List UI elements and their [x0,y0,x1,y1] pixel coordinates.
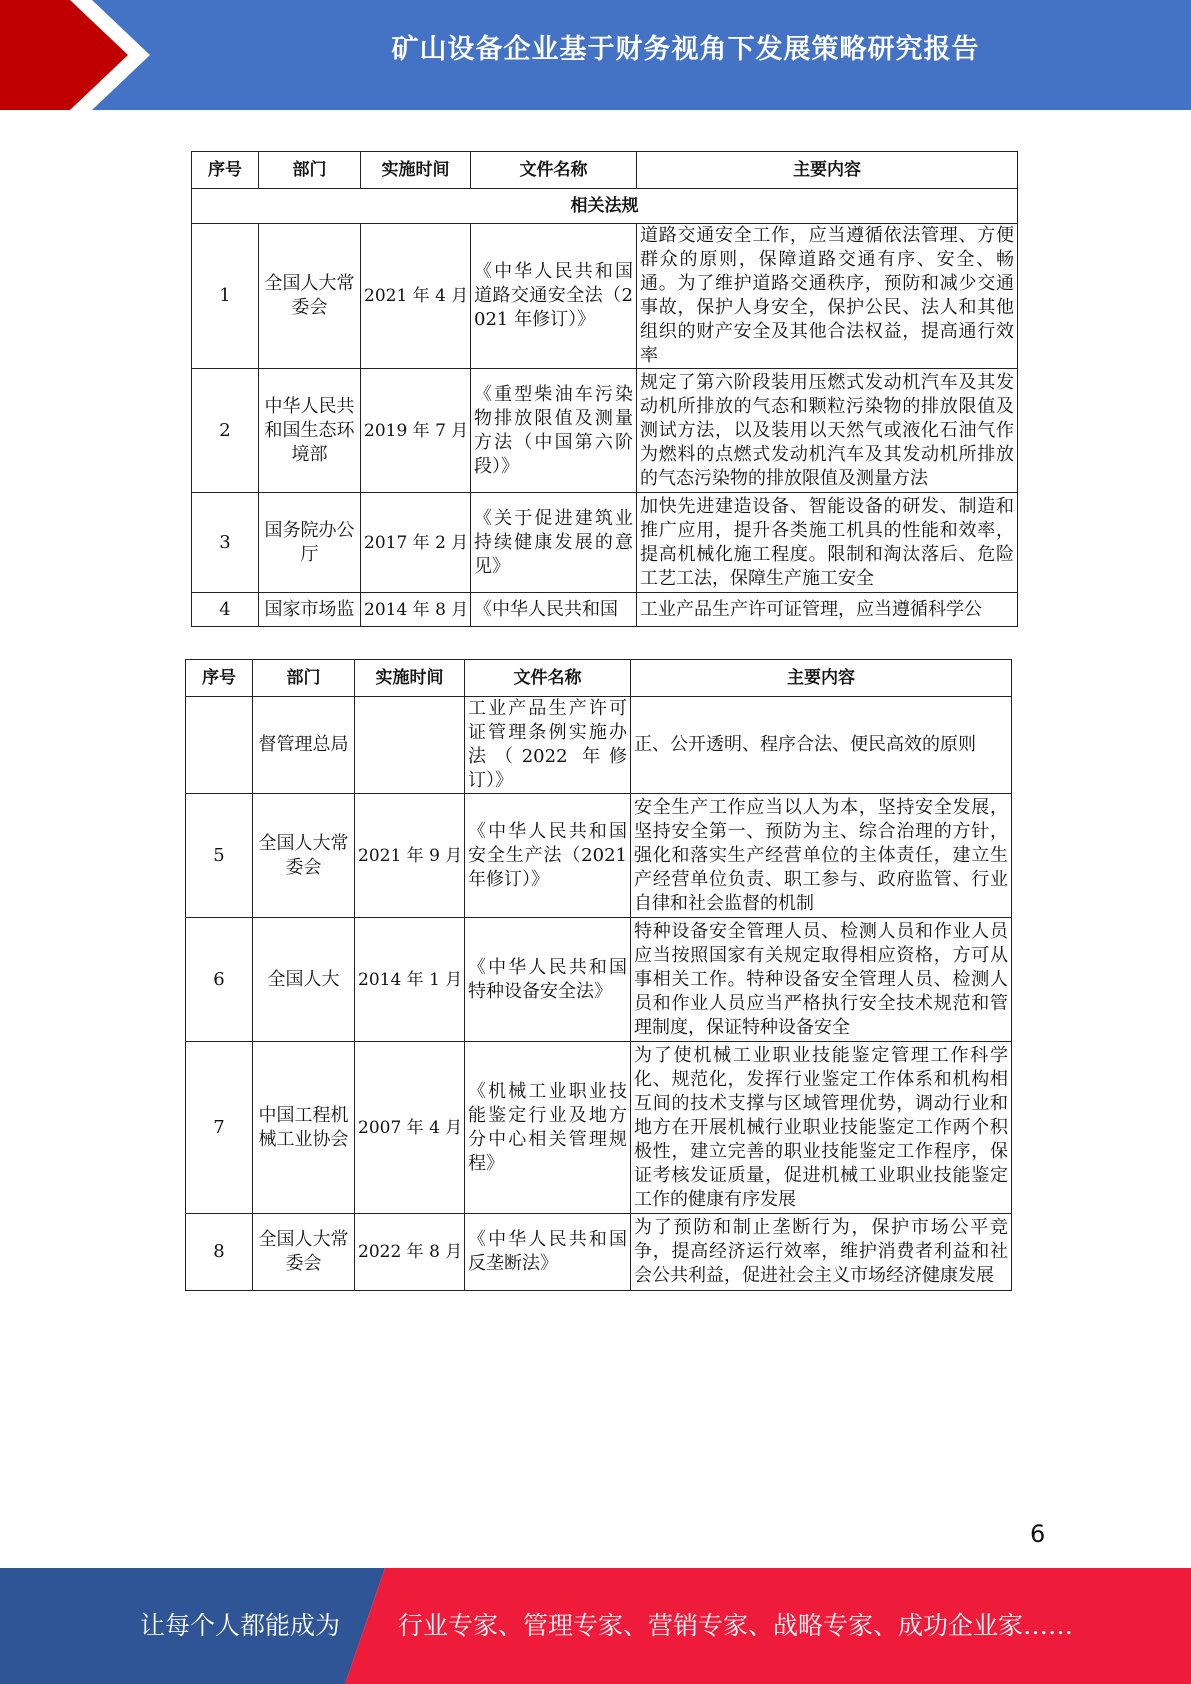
row-content: 为了预防和制止垄断行为，保护市场公平竞争，提高经济运行效率，维护消费者利益和社会公共利益，促进社会主义市场经济健康发展 [631,1214,1012,1291]
col-header-doc: 文件名称 [465,660,631,697]
row-doc: 《中华人民共和国特种设备安全法》 [465,918,631,1042]
row-content: 正、公开透明、程序合法、便民高效的原则 [631,697,1012,794]
row-content: 安全生产工作应当以人为本，坚持安全发展，坚持安全第一、预防为主、综合治理的方针，强化和落实生产经营单位的主体责任，建立生产经营单位负责、职工参与、政府监管、行业自律和社会监督的机制 [631,794,1012,918]
col-header-content: 主要内容 [637,152,1018,189]
row-no: 4 [192,593,259,627]
col-header-content: 主要内容 [631,660,1012,697]
row-dept: 全国人大常委会 [253,794,355,918]
row-date: 2014 年 1 月 [355,918,465,1042]
table-header-row [192,152,1018,189]
row-date: 2017 年 2 月 [361,493,471,593]
regulations-table-2 [185,659,1012,1291]
row-content: 规定了第六阶段装用压燃式发动机汽车及其发动机所排放的气态和颗粒污染物的排放限值及测试方法，以及装用以天然气或液化石油气作为燃料的点燃式发动机汽车及其发动机所排放的气态污染物的排放限值及测量方法 [637,369,1018,493]
row-no: 5 [186,794,253,918]
row-date: 2014 年 8 月 [361,593,471,627]
row-dept: 全国人大 [253,918,355,1042]
section-row [192,189,1018,224]
row-dept: 督管理总局 [253,697,355,794]
row-no: 8 [186,1214,253,1291]
table-row [186,918,1012,1042]
row-date: 2007 年 4 月 [355,1042,465,1214]
row-doc: 《中华人民共和国安全生产法（2021 年修订）》 [465,794,631,918]
section-title: 相关法规 [192,189,1018,224]
table-row [186,1214,1012,1291]
row-doc: 《机械工业职业技能鉴定行业及地方分中心相关管理规程》 [465,1042,631,1214]
row-doc: 《关于促进建筑业持续健康发展的意见》 [471,493,637,593]
table-header-row [186,660,1012,697]
row-doc: 《中华人民共和国 [471,593,637,627]
col-header-dept: 部门 [253,660,355,697]
table-row [192,369,1018,493]
table-row [192,593,1018,627]
footer-slogan-right: 行业专家、管理专家、营销专家、战略专家、成功企业家…… [398,1611,1074,1640]
row-dept: 中华人民共和国生态环境部 [259,369,361,493]
row-date: 2021 年 9 月 [355,794,465,918]
col-header-no: 序号 [192,152,259,189]
table-row [192,493,1018,593]
row-doc: 《重型柴油车污染物排放限值及测量方法（中国第六阶段）》 [471,369,637,493]
header-arrow-decoration [0,0,160,110]
row-date: 2019 年 7 月 [361,369,471,493]
row-no [186,697,253,794]
table-row [186,794,1012,918]
row-dept: 国家市场监 [259,593,361,627]
document-title: 矿山设备企业基于财务视角下发展策略研究报告 [391,34,980,65]
row-dept: 中国工程机械工业协会 [253,1042,355,1214]
row-no: 6 [186,918,253,1042]
table-row [186,1042,1012,1214]
col-header-date: 实施时间 [355,660,465,697]
row-content: 道路交通安全工作，应当遵循依法管理、方便群众的原则，保障道路交通有序、安全、畅通。为了维护道路交通秩序，预防和减少交通事故，保护人身安全，保护公民、法人和其他组织的财产安全及其他合法权益，提高通行效率 [637,224,1018,369]
row-content: 加快先进建造设备、智能设备的研发、制造和推广应用，提升各类施工机具的性能和效率，提高机械化施工程度。限制和淘汰落后、危险工艺工法，保障生产施工安全 [637,493,1018,593]
col-header-doc: 文件名称 [471,152,637,189]
table-row [192,224,1018,369]
page-number: 6 [1030,1520,1046,1548]
row-no: 7 [186,1042,253,1214]
footer-slogan-left: 让每个人都能成为 [140,1611,341,1640]
row-date: 2022 年 8 月 [355,1214,465,1291]
row-dept: 全国人大常委会 [253,1214,355,1291]
page-header [0,0,1191,110]
row-content: 为了使机械工业职业技能鉴定管理工作科学化、规范化，发挥行业鉴定工作体系和机构相互间的技术支撑与区域管理优势，调动行业和地方在开展机械行业职业技能鉴定工作两个积极性，建立完善的职业技能鉴定工作程序，保证考核发证质量，促进机械工业职业技能鉴定工作的健康有序发展 [631,1042,1012,1214]
row-date [355,697,465,794]
row-dept: 国务院办公厅 [259,493,361,593]
row-content: 特种设备安全管理人员、检测人员和作业人员应当按照国家有关规定取得相应资格，方可从事相关工作。特种设备安全管理人员、检测人员和作业人员应当严格执行安全技术规范和管理制度，保证特种设备安全 [631,918,1012,1042]
col-header-date: 实施时间 [361,152,471,189]
row-no: 1 [192,224,259,369]
row-doc: 工业产品生产许可证管理条例实施办法（2022 年修订）》 [465,697,631,794]
row-doc: 《中华人民共和国道路交通安全法（2021 年修订）》 [471,224,637,369]
row-no: 2 [192,369,259,493]
row-no: 3 [192,493,259,593]
regulations-table-1 [191,151,1018,627]
col-header-no: 序号 [186,660,253,697]
table-row [186,697,1012,794]
col-header-dept: 部门 [259,152,361,189]
row-doc: 《中华人民共和国反垄断法》 [465,1214,631,1291]
row-content: 工业产品生产许可证管理，应当遵循科学公 [637,593,1018,627]
row-dept: 全国人大常委会 [259,224,361,369]
page-footer [0,1568,1191,1684]
row-date: 2021 年 4 月 [361,224,471,369]
